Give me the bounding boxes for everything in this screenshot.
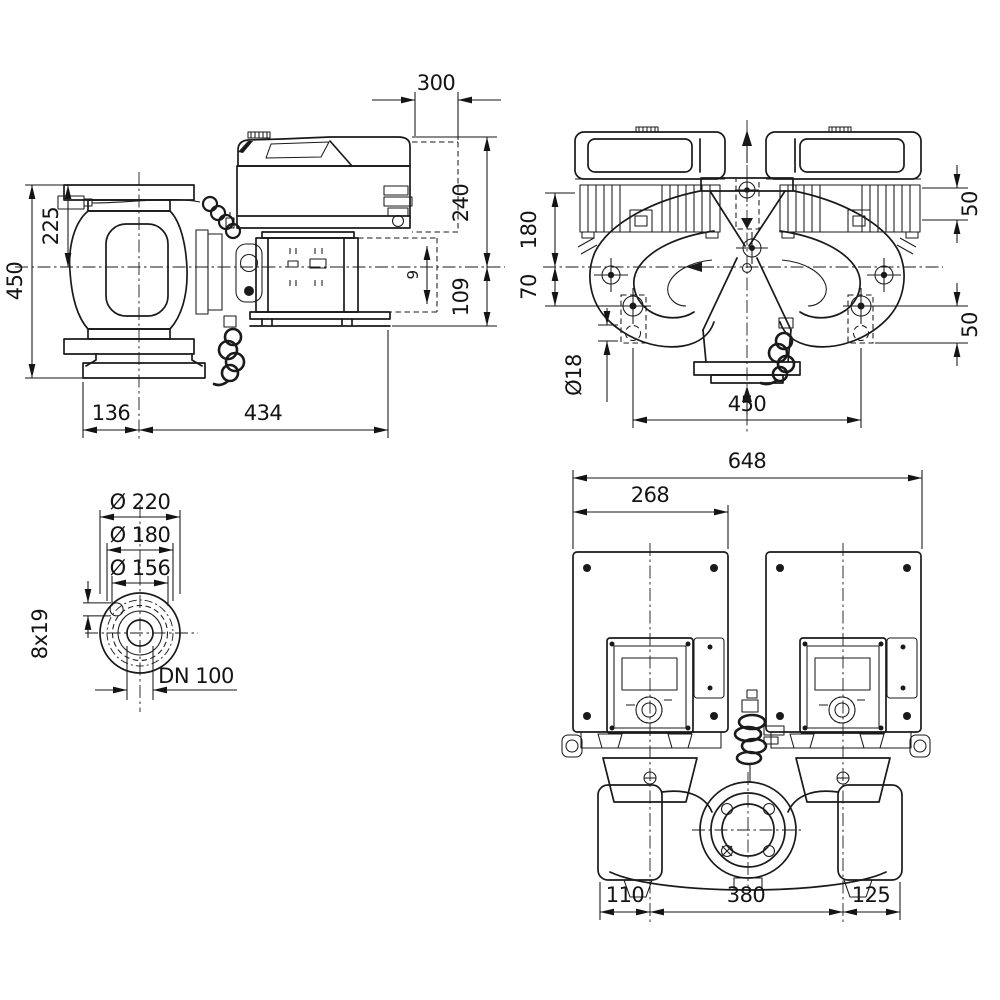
dim-flange-bolt-circle: Ø 180 bbox=[109, 523, 171, 547]
dim-flange-outer-diameter: Ø 220 bbox=[109, 490, 171, 514]
front-motor-fins-left bbox=[575, 179, 725, 238]
side-dimensions bbox=[25, 92, 501, 438]
dim-top-left-foot: 110 bbox=[605, 883, 645, 907]
dim-front-bolt-spacing: 450 bbox=[727, 392, 767, 416]
dim-side-base-offset: 136 bbox=[91, 401, 131, 425]
side-module-details bbox=[238, 132, 412, 227]
top-module-left bbox=[573, 552, 728, 732]
front-motor-fins-right bbox=[766, 179, 921, 238]
side-module bbox=[237, 137, 410, 228]
dim-top-total-width: 648 bbox=[727, 449, 767, 473]
dim-side-below-axis: 109 bbox=[449, 277, 473, 317]
dim-flange-bolt-holes: 8x19 bbox=[28, 608, 52, 660]
dim-side-motor-clearance: 9 bbox=[404, 270, 422, 280]
dim-side-total-height: 450 bbox=[3, 261, 27, 301]
front-view bbox=[517, 120, 982, 432]
front-module-left bbox=[575, 132, 725, 179]
top-cable-coil bbox=[735, 690, 784, 782]
dim-flange-raised-face: Ø 156 bbox=[109, 556, 171, 580]
side-cable-bottom bbox=[214, 316, 244, 385]
side-volute-body bbox=[64, 185, 205, 378]
flange-view bbox=[28, 490, 237, 712]
dim-front-axis-to-bolt: 70 bbox=[517, 274, 541, 300]
control-knob[interactable] bbox=[835, 703, 849, 717]
top-view bbox=[562, 449, 930, 925]
display-window bbox=[622, 658, 677, 690]
front-flow-arrows bbox=[686, 130, 753, 415]
dim-top-right-foot: 125 bbox=[851, 883, 891, 907]
dim-side-flange-to-axis: 225 bbox=[39, 206, 63, 246]
dim-front-module-to-axis: 180 bbox=[517, 210, 541, 250]
dim-side-clearance-top: 300 bbox=[416, 71, 456, 95]
side-clearance-dashed bbox=[358, 142, 458, 312]
top-volute bbox=[598, 782, 902, 890]
top-module-right bbox=[766, 552, 921, 732]
dim-flange-nominal-bore: DN 100 bbox=[158, 664, 234, 688]
front-dimensions bbox=[545, 165, 968, 428]
front-module-right bbox=[766, 132, 921, 179]
display-window bbox=[815, 658, 870, 690]
control-knob[interactable] bbox=[642, 703, 656, 717]
dim-front-fin-bottom: 50 bbox=[958, 312, 982, 338]
top-control-panel-left bbox=[607, 638, 724, 733]
dim-front-fin-top: 50 bbox=[958, 191, 982, 217]
side-terminal-block bbox=[384, 186, 408, 195]
dim-top-module-width: 268 bbox=[630, 483, 670, 507]
top-control-panel-right bbox=[800, 638, 917, 733]
side-view bbox=[3, 71, 505, 440]
top-flange-centerlines bbox=[692, 772, 804, 888]
dim-top-foot-spacing: 380 bbox=[726, 883, 766, 907]
side-cable-top bbox=[58, 196, 240, 238]
dim-side-length: 434 bbox=[243, 401, 283, 425]
dim-front-bolt-hole: Ø18 bbox=[562, 354, 586, 396]
dim-side-module-height: 240 bbox=[449, 183, 473, 223]
